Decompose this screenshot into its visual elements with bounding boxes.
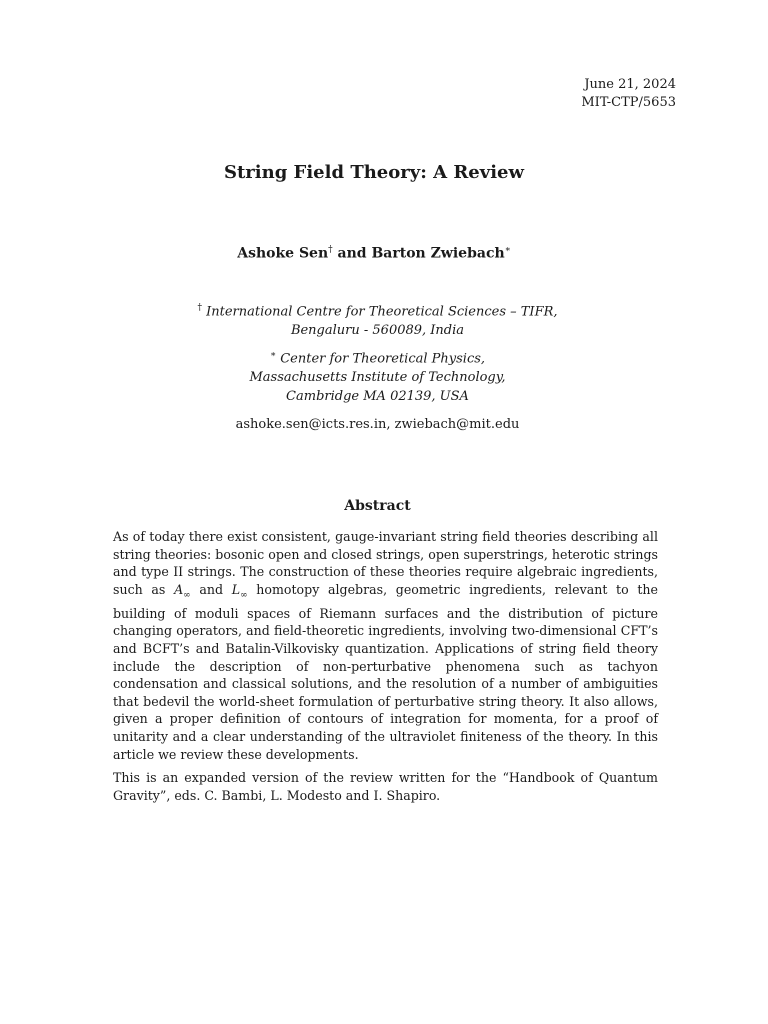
abstract-paragraph xyxy=(113,528,658,763)
paper-title: String Field Theory: A Review xyxy=(223,162,524,183)
math-base: A xyxy=(174,581,184,597)
affiliation-line: Bengaluru - 560089, India xyxy=(290,323,465,339)
math-subscript: ∞ xyxy=(240,590,248,601)
author-mark: ∗ xyxy=(504,245,511,255)
affiliation-line: International Centre for Theoretical Sciences – TIFR, xyxy=(206,304,558,320)
author-connector: and xyxy=(332,245,372,262)
affiliation-line: Center for Theoretical Physics, xyxy=(280,351,486,367)
math-symbol xyxy=(174,581,191,601)
affiliation xyxy=(0,299,755,340)
math-base: L xyxy=(231,581,241,597)
header-block xyxy=(581,76,676,112)
abstract-text: and xyxy=(190,581,232,597)
email-addresses: ashoke.sen@icts.res.in, zwiebach@mit.edu xyxy=(235,417,520,432)
affiliation xyxy=(0,346,755,406)
abstract-heading: Abstract xyxy=(344,498,411,514)
affiliation-mark: ∗ xyxy=(269,350,277,360)
abstract-body xyxy=(113,528,658,810)
affiliation-mark: † xyxy=(197,303,202,313)
math-symbol xyxy=(231,581,248,601)
date: June 21, 2024 xyxy=(584,77,676,92)
abstract-paragraph: This is an expanded version of the review written for the “Handbook of Quantum Gravity”, eds. C. Bambi, L. Modesto and I. Shapiro. xyxy=(113,770,658,803)
author-name: Ashoke Sen xyxy=(237,245,329,262)
affiliation-line: Massachusetts Institute of Technology, xyxy=(249,370,506,386)
author-name: Barton Zwiebach xyxy=(371,245,505,262)
author-mark: † xyxy=(328,245,333,255)
math-subscript: ∞ xyxy=(183,590,191,601)
report-number: MIT-CTP/5653 xyxy=(581,95,676,110)
affiliation-line: Cambridge MA 02139, USA xyxy=(286,389,469,405)
author-list xyxy=(0,245,748,262)
abstract-text: homotopy algebras, geometric ingredients, relevant to the building of moduli spaces of Riemann surfaces and the distribution of picture changing operators, and field-theoretic ingredients, involving two-dimensional CFT’s and BCFT’s and Batalin-Vilkovisky quantization. Applications of string field theory include the description of non-perturbative phenomena such as tachyon condensation and classical solutions, and the resolution of a number of ambiguities that bedevil the world-sheet formulation of perturbative string theory. It also allows, given a proper definition of contours of integration for momenta, for a proof of unitarity and a clear understanding of the ultraviolet finiteness of the theory. In this article we review these developments. xyxy=(113,581,658,762)
abstract-text: As of today there exist consistent, gauge-invariant string field theories describing all string theories: bosonic open and closed strings, open superstrings, heterotic strings and type II strings. The construction of these theories require algebraic ingredients, such as xyxy=(113,529,658,597)
